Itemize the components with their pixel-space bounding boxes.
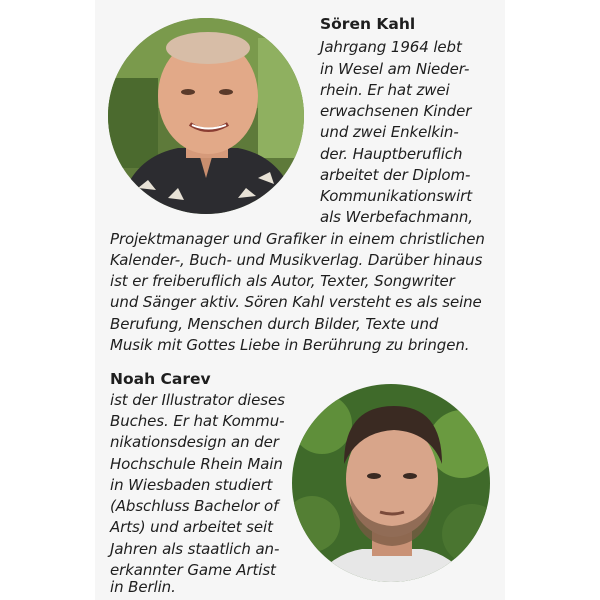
bio-line: ist er freiberuflich als Autor, Texter, Songwriter [110, 272, 455, 290]
person-name: Noah Carev [110, 370, 211, 388]
portrait-photo-soeren-kahl [108, 18, 304, 214]
bio-line: Arts) und arbeitet seit [110, 518, 273, 536]
bio-line: erkannter Game Artist [110, 561, 276, 579]
bio-line: Projektmanager und Grafiker in einem christlichen [110, 230, 485, 248]
bio-line: und Sänger aktiv. Sören Kahl versteht es als seine [110, 293, 482, 311]
bio-line: erwachsenen Kinder [320, 102, 472, 120]
bio-line: Kalender-, Buch- und Musikverlag. Darüber hinaus [110, 251, 483, 269]
bio-line: Jahrgang 1964 lebt [320, 38, 462, 56]
bio-line: in Wiesbaden studiert [110, 476, 273, 494]
bio-line: arbeitet der Diplom- [320, 166, 471, 184]
bio-line: nikationsdesign an der [110, 433, 279, 451]
bio-line: rhein. Er hat zwei [320, 81, 450, 99]
bio-line: Jahren als staatlich an- [110, 540, 280, 558]
bio-line: als Werbefachmann, [320, 208, 473, 226]
bio-line: und zwei Enkelkin- [320, 123, 459, 141]
bio-line: in Berlin. [110, 578, 176, 596]
bio-line: ist der Illustrator dieses [110, 391, 285, 409]
bio-line: Berufung, Menschen durch Bilder, Texte und [110, 315, 439, 333]
bio-line: Kommunikationswirt [320, 187, 472, 205]
bio-line: in Wesel am Nieder- [320, 60, 470, 78]
portrait-photo-noah-carev [292, 384, 490, 582]
bio-line: Hochschule Rhein Main [110, 455, 283, 473]
bio-line: Musik mit Gottes Liebe in Berührung zu bringen. [110, 336, 470, 354]
bio-line: (Abschluss Bachelor of [110, 497, 279, 515]
bio-line: der. Hauptberuflich [320, 145, 463, 163]
person-name: Sören Kahl [320, 15, 416, 33]
bio-line: Buches. Er hat Kommu- [110, 412, 285, 430]
